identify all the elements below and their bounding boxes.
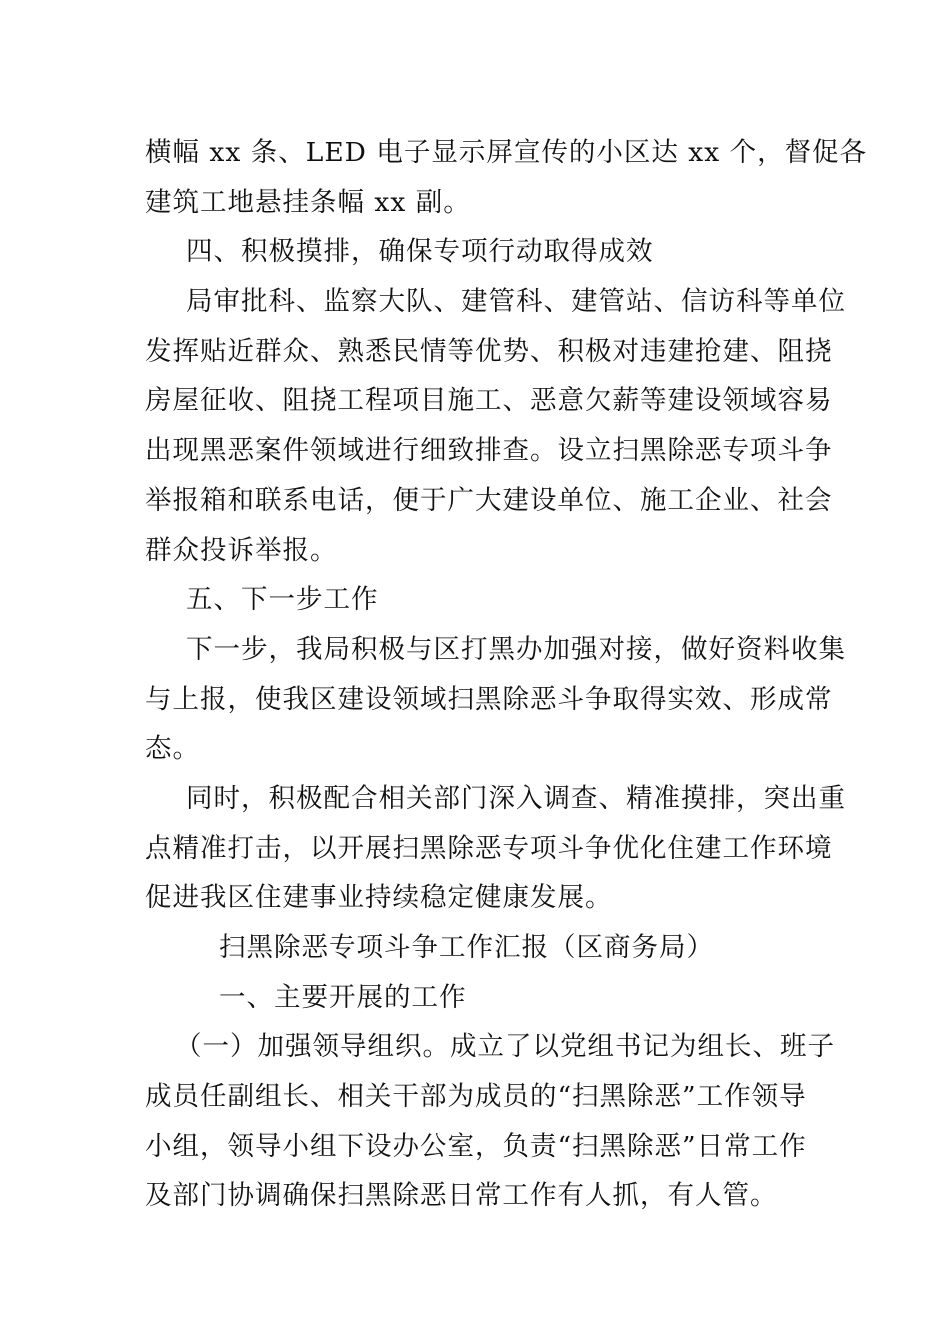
section-heading-5: 五、下一步工作 <box>186 584 379 616</box>
paragraph-line: 建筑工地悬挂条幅 xx 副。 <box>145 186 471 218</box>
paragraph-line: 下一步，我局积极与区打黑办加强对接，做好资料收集 <box>186 633 846 665</box>
section-heading-4: 四、积极摸排，确保专项行动取得成效 <box>186 236 654 268</box>
paragraph-line: 点精准打击，以开展扫黑除恶专项斗争优化住建工作环境 <box>145 832 833 864</box>
paragraph-line: 局审批科、监察大队、建管科、建管站、信访科等单位 <box>186 286 846 318</box>
paragraph-line: 小组，领导小组下设办公室，负责“扫黑除恶”日常工作 <box>145 1130 807 1162</box>
document-body <box>145 128 868 1221</box>
paragraph-line: 态。 <box>145 733 200 765</box>
paragraph-line: 同时，积极配合相关部门深入调查、精准摸排，突出重 <box>186 782 846 814</box>
paragraph-line: 房屋征收、阻挠工程项目施工、恶意欠薪等建设领域容易 <box>145 385 833 417</box>
paragraph-line: 出现黑恶案件领域进行细致排查。设立扫黑除恶专项斗争 <box>145 435 833 467</box>
report-title: 扫黑除恶专项斗争工作汇报（区商务局） <box>219 932 714 963</box>
paragraph-line: 发挥贴近群众、熟悉民情等优势、积极对违建抢建、阻挠 <box>145 335 833 367</box>
paragraph-line: 群众投诉举报。 <box>145 534 338 566</box>
paragraph-line: 促进我区住建事业持续稳定健康发展。 <box>145 882 613 914</box>
paragraph-line: 与上报，使我区建设领域扫黑除恶斗争取得实效、形成常 <box>145 683 833 715</box>
section-heading-1: 一、主要开展的工作 <box>219 981 467 1013</box>
paragraph-line: 及部门协调确保扫黑除恶日常工作有人抓，有人管。 <box>145 1180 778 1212</box>
paragraph-line: （一）加强领导组织。成立了以党组书记为组长、班子 <box>175 1031 835 1063</box>
paragraph-line: 举报箱和联系电话，便于广大建设单位、施工企业、社会 <box>145 484 833 516</box>
paragraph-line: 横幅 xx 条、LED 电子显示屏宣传的小区达 xx 个，督促各 <box>145 137 868 168</box>
paragraph-line: 成员任副组长、相关干部为成员的“扫黑除恶”工作领导 <box>145 1081 807 1113</box>
